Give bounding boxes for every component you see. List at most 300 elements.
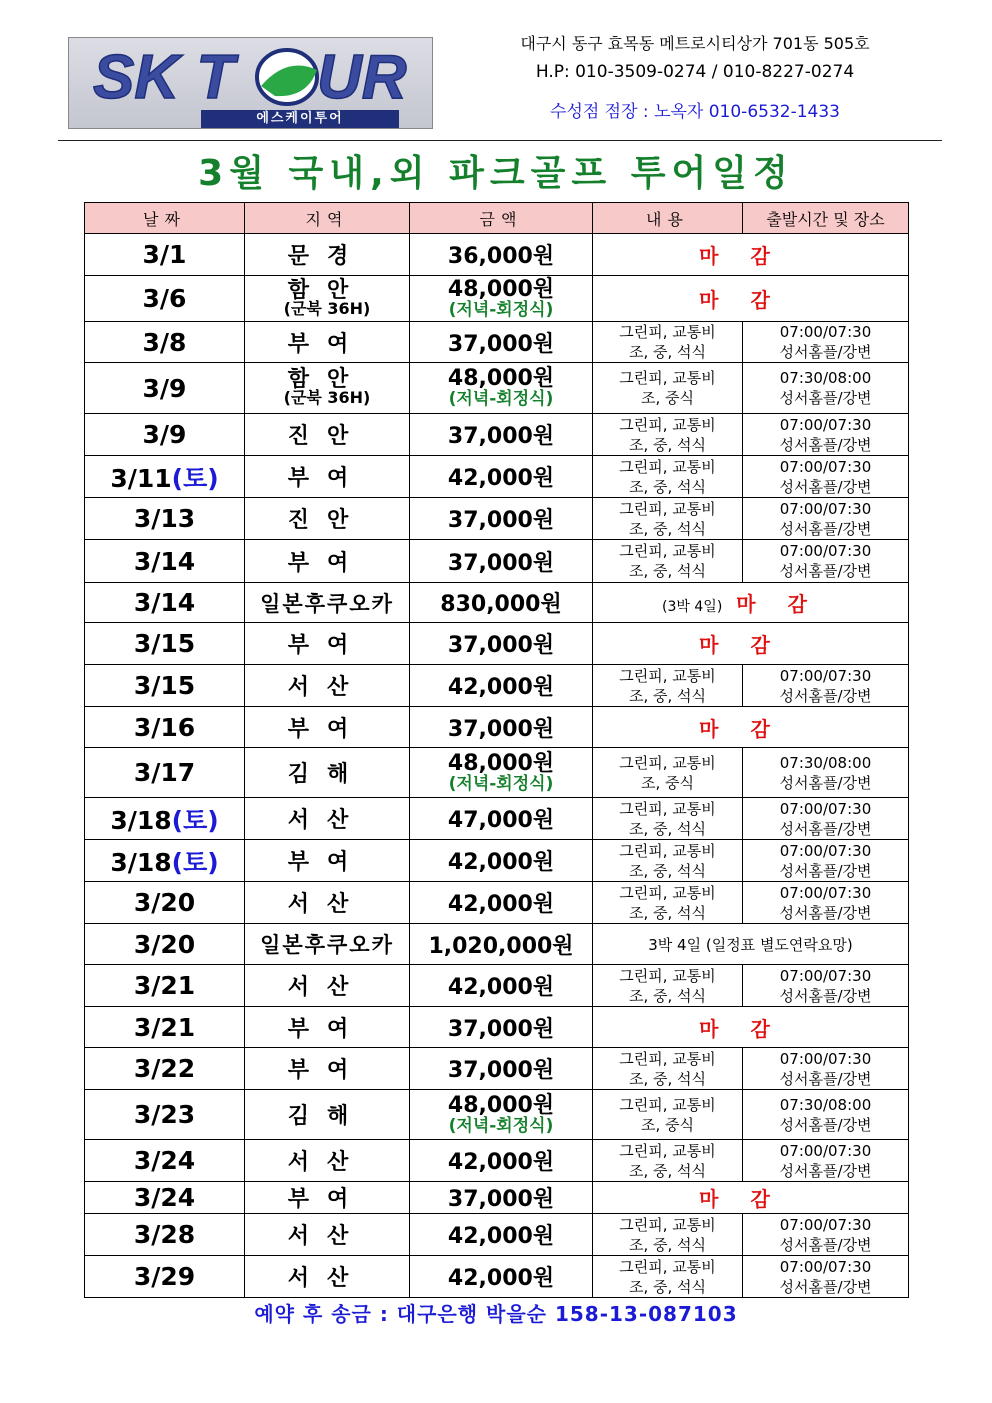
header-content: 내용 bbox=[593, 203, 743, 234]
region-text: 서산 bbox=[287, 1150, 367, 1175]
date-text: 3/9 bbox=[142, 373, 187, 403]
row-price bbox=[410, 965, 593, 1007]
date-text: 3/14 bbox=[133, 546, 196, 576]
row-closed: 마감 bbox=[593, 1007, 909, 1048]
content-line1: 그린피, 교통비 bbox=[619, 323, 716, 341]
table-row bbox=[85, 456, 909, 498]
content-line1: 그린피, 교통비 bbox=[619, 499, 716, 518]
price-note: (저녁-회정식) bbox=[448, 389, 554, 409]
row-time bbox=[743, 748, 909, 798]
row-date bbox=[85, 798, 245, 840]
row-price bbox=[410, 363, 593, 414]
row-price bbox=[410, 882, 593, 924]
row-region bbox=[245, 276, 410, 322]
row-content bbox=[593, 456, 743, 498]
header-time: 출발시간 및 장소 bbox=[743, 203, 909, 234]
row-memo: (3박 4일) bbox=[662, 599, 723, 615]
price-text: 42,000원 bbox=[447, 850, 555, 875]
content-line1: 그린피, 교통비 bbox=[619, 1215, 716, 1234]
content-line1: 그린피, 교통비 bbox=[619, 666, 716, 685]
row-price bbox=[410, 322, 593, 363]
departure-time: 07:00/07:30 bbox=[779, 1215, 872, 1234]
table-row bbox=[85, 748, 909, 798]
date-text: 3/21 bbox=[133, 1012, 196, 1042]
region-text: 일본후쿠오카 bbox=[260, 591, 394, 616]
row-date bbox=[85, 707, 245, 748]
departure-time: 07:00/07:30 bbox=[779, 323, 872, 341]
date-text: 3/21 bbox=[133, 971, 196, 1000]
price-text: 42,000원 bbox=[447, 466, 555, 491]
row-price bbox=[410, 456, 593, 498]
row-date bbox=[85, 748, 245, 798]
table-row bbox=[85, 583, 909, 623]
content-line2: 조, 중, 석식 bbox=[628, 519, 707, 538]
price-text: 37,000원 bbox=[447, 331, 555, 357]
table-row bbox=[85, 623, 909, 665]
row-region bbox=[245, 748, 410, 798]
table-row bbox=[85, 924, 909, 965]
row-date bbox=[85, 456, 245, 498]
departure-time: 07:00/07:30 bbox=[779, 1257, 872, 1276]
content-line1: 그린피, 교통비 bbox=[619, 1257, 716, 1276]
region-text: 부여 bbox=[287, 633, 367, 658]
row-date bbox=[85, 924, 245, 965]
row-time bbox=[743, 322, 909, 363]
row-price bbox=[410, 623, 593, 665]
content-line1: 그린피, 교통비 bbox=[619, 883, 716, 902]
price-text: 37,000원 bbox=[447, 550, 555, 576]
content-line2: 조, 중, 석식 bbox=[628, 435, 707, 454]
price-text: 48,000원 bbox=[447, 1092, 555, 1118]
departure-place: 성서홈플/강변 bbox=[779, 1277, 872, 1296]
date-text: 3/6 bbox=[142, 284, 187, 313]
table-row bbox=[85, 707, 909, 748]
content-line1: 그린피, 교통비 bbox=[619, 415, 716, 434]
row-date bbox=[85, 1007, 245, 1048]
table-row bbox=[85, 498, 909, 540]
content-line2: 조, 중, 석식 bbox=[628, 903, 707, 922]
date-text: 3/16 bbox=[133, 712, 196, 742]
row-time bbox=[743, 456, 909, 498]
row-closed: 마감 bbox=[593, 276, 909, 322]
content-line2: 조, 중, 석식 bbox=[628, 1235, 707, 1254]
region-text: 함안 bbox=[287, 367, 367, 392]
table-header-row bbox=[85, 203, 909, 234]
departure-time: 07:30/08:00 bbox=[779, 1095, 872, 1114]
row-time bbox=[743, 1090, 909, 1140]
departure-place: 성서홈플/강변 bbox=[779, 477, 872, 496]
row-content bbox=[593, 840, 743, 882]
content-line2: 조, 중, 석식 bbox=[628, 686, 707, 705]
row-region bbox=[245, 882, 410, 924]
region-text: 서산 bbox=[287, 1224, 367, 1249]
table-row bbox=[85, 1256, 909, 1298]
date-text: 3/20 bbox=[133, 888, 196, 917]
region-text: 김해 bbox=[287, 762, 367, 787]
table-row bbox=[85, 840, 909, 882]
region-text: 서산 bbox=[287, 808, 367, 833]
price-text: 42,000원 bbox=[447, 675, 555, 700]
departure-time: 07:00/07:30 bbox=[779, 883, 872, 902]
price-text: 37,000원 bbox=[447, 716, 555, 742]
table-row bbox=[85, 1007, 909, 1048]
table-row bbox=[85, 540, 909, 583]
price-text: 48,000원 bbox=[447, 750, 555, 776]
date-text: 3/13 bbox=[133, 504, 196, 533]
row-content bbox=[593, 498, 743, 540]
saturday-badge: (토) bbox=[171, 463, 219, 493]
row-closed: 마감 bbox=[593, 707, 909, 748]
content-line2: 조, 중, 석식 bbox=[628, 477, 707, 496]
price-text: 1,020,000원 bbox=[428, 933, 574, 959]
schedule-body bbox=[85, 234, 909, 1298]
row-region bbox=[245, 798, 410, 840]
content-line2: 조, 중식 bbox=[640, 1115, 694, 1134]
row-price bbox=[410, 798, 593, 840]
content-line1: 그린피, 교통비 bbox=[619, 369, 716, 387]
price-text: 37,000원 bbox=[447, 1187, 555, 1212]
date-text: 3/28 bbox=[133, 1220, 196, 1249]
content-line1: 그린피, 교통비 bbox=[619, 1141, 716, 1160]
price-text: 48,000원 bbox=[447, 276, 555, 302]
region-text: 부여 bbox=[287, 716, 367, 742]
row-price bbox=[410, 840, 593, 882]
date-text: 3/8 bbox=[142, 327, 187, 357]
region-text: 서산 bbox=[287, 1266, 367, 1291]
departure-place: 성서홈플/강변 bbox=[779, 435, 872, 454]
row-region bbox=[245, 1140, 410, 1182]
departure-place: 성서홈플/강변 bbox=[779, 819, 872, 838]
price-text: 42,000원 bbox=[447, 975, 555, 1000]
header-region: 지역 bbox=[245, 203, 410, 234]
price-text: 37,000원 bbox=[447, 633, 555, 658]
row-region bbox=[245, 414, 410, 456]
header-price: 금액 bbox=[410, 203, 593, 234]
region-text: 부여 bbox=[287, 1058, 367, 1083]
row-content bbox=[593, 1090, 743, 1140]
region-text: 함안 bbox=[287, 277, 367, 303]
payment-info: 예약 후 송금 : 대구은행 박을순 158-13-087103 bbox=[254, 1302, 738, 1326]
row-price bbox=[410, 1182, 593, 1214]
row-region bbox=[245, 234, 410, 276]
row-region bbox=[245, 1214, 410, 1256]
row-content bbox=[593, 363, 743, 414]
departure-place: 성서홈플/강변 bbox=[779, 903, 872, 922]
company-phone: H.P: 010-3509-0274 / 010-8227-0274 bbox=[535, 62, 855, 82]
row-date bbox=[85, 1048, 245, 1090]
svg-text:SK T: SK T bbox=[93, 43, 235, 110]
departure-time: 07:00/07:30 bbox=[779, 966, 872, 985]
departure-place: 성서홈플/강변 bbox=[779, 562, 872, 580]
row-region bbox=[245, 1048, 410, 1090]
content-line1: 그린피, 교통비 bbox=[619, 799, 716, 818]
departure-place: 성서홈플/강변 bbox=[779, 519, 872, 538]
row-closed: 마감 bbox=[593, 623, 909, 665]
row-price bbox=[410, 540, 593, 583]
departure-time: 07:30/08:00 bbox=[779, 753, 872, 772]
region-text: 진안 bbox=[287, 424, 367, 449]
content-line2: 조, 중, 석식 bbox=[628, 562, 707, 580]
date-text: 3/22 bbox=[133, 1054, 196, 1083]
departure-place: 성서홈플/강변 bbox=[779, 773, 872, 792]
date-text: 3/14 bbox=[133, 588, 196, 617]
departure-time: 07:00/07:30 bbox=[779, 415, 872, 434]
departure-place: 성서홈플/강변 bbox=[779, 861, 872, 880]
row-price bbox=[410, 234, 593, 276]
row-date bbox=[85, 1182, 245, 1214]
row-price bbox=[410, 1214, 593, 1256]
row-date bbox=[85, 234, 245, 276]
region-text: 서산 bbox=[287, 675, 367, 700]
row-date bbox=[85, 665, 245, 707]
price-text: 37,000원 bbox=[447, 508, 555, 533]
row-price bbox=[410, 707, 593, 748]
price-text: 47,000원 bbox=[447, 808, 555, 833]
row-time bbox=[743, 798, 909, 840]
table-row bbox=[85, 665, 909, 707]
page-title: 3월 국내,외 파크골프 투어일정 bbox=[198, 153, 794, 194]
departure-place: 성서홈플/강변 bbox=[779, 1235, 872, 1254]
price-text: 37,000원 bbox=[447, 1016, 555, 1042]
date-text: 3/29 bbox=[133, 1262, 196, 1291]
row-content bbox=[593, 414, 743, 456]
region-text: 김해 bbox=[287, 1104, 367, 1129]
table-row bbox=[85, 798, 909, 840]
company-logo bbox=[68, 37, 433, 129]
row-region bbox=[245, 623, 410, 665]
row-date bbox=[85, 583, 245, 623]
region-text: 부여 bbox=[287, 331, 367, 357]
row-time bbox=[743, 1048, 909, 1090]
price-text: 36,000원 bbox=[447, 244, 555, 269]
date-text: 3/20 bbox=[133, 929, 196, 959]
company-address: 대구시 동구 효목동 메트로시티상가 701동 505호 bbox=[520, 34, 870, 53]
region-text: 부여 bbox=[287, 850, 367, 875]
logo-subtitle: 에스케이투어 bbox=[256, 111, 344, 126]
table-row bbox=[85, 1048, 909, 1090]
row-date bbox=[85, 840, 245, 882]
row-price bbox=[410, 1090, 593, 1140]
row-region bbox=[245, 924, 410, 965]
content-line2: 조, 중식 bbox=[640, 773, 694, 792]
row-date bbox=[85, 540, 245, 583]
table-row bbox=[85, 1214, 909, 1256]
row-date bbox=[85, 1140, 245, 1182]
table-row bbox=[85, 882, 909, 924]
table-row bbox=[85, 363, 909, 414]
row-region bbox=[245, 965, 410, 1007]
row-region bbox=[245, 322, 410, 363]
content-line2: 조, 중, 석식 bbox=[628, 1069, 707, 1088]
departure-time: 07:00/07:30 bbox=[779, 841, 872, 860]
region-text: 문경 bbox=[287, 244, 367, 269]
row-content bbox=[593, 540, 743, 583]
row-time bbox=[743, 414, 909, 456]
departure-place: 성서홈플/강변 bbox=[779, 343, 872, 361]
row-content bbox=[593, 965, 743, 1007]
row-price bbox=[410, 665, 593, 707]
table-row bbox=[85, 276, 909, 322]
row-price bbox=[410, 276, 593, 322]
price-text: 42,000원 bbox=[447, 892, 555, 917]
region-text: 일본후쿠오카 bbox=[260, 933, 394, 957]
row-price bbox=[410, 498, 593, 540]
row-time bbox=[743, 498, 909, 540]
row-content bbox=[593, 798, 743, 840]
date-text: 3/24 bbox=[133, 1146, 196, 1175]
row-date bbox=[85, 276, 245, 322]
price-note: (저녁-회정식) bbox=[448, 299, 554, 320]
row-price bbox=[410, 924, 593, 965]
row-time bbox=[743, 363, 909, 414]
price-text: 42,000원 bbox=[447, 1224, 555, 1249]
row-region bbox=[245, 363, 410, 414]
row-price bbox=[410, 1256, 593, 1298]
table-row bbox=[85, 1140, 909, 1182]
row-region bbox=[245, 1007, 410, 1048]
date-text: 3/24 bbox=[133, 1183, 196, 1212]
row-content bbox=[593, 665, 743, 707]
row-date bbox=[85, 1214, 245, 1256]
date-text: 3/9 bbox=[142, 420, 187, 449]
row-content bbox=[593, 322, 743, 363]
row-region bbox=[245, 583, 410, 623]
date-text: 3/15 bbox=[133, 629, 196, 658]
row-time bbox=[743, 540, 909, 583]
row-region bbox=[245, 840, 410, 882]
row-price bbox=[410, 1048, 593, 1090]
departure-place: 성서홈플/강변 bbox=[779, 986, 872, 1005]
row-date bbox=[85, 498, 245, 540]
row-date bbox=[85, 1090, 245, 1140]
sk-tour-logo-icon bbox=[79, 40, 424, 110]
departure-place: 성서홈플/강변 bbox=[779, 1069, 872, 1088]
departure-time: 07:00/07:30 bbox=[779, 1141, 872, 1160]
departure-time: 07:00/07:30 bbox=[779, 799, 872, 818]
row-time bbox=[743, 840, 909, 882]
date-text: 3/17 bbox=[133, 758, 196, 787]
table-row bbox=[85, 414, 909, 456]
price-note: (저녁-회정식) bbox=[448, 773, 554, 794]
row-closed: 마감 bbox=[593, 1182, 909, 1214]
table-row bbox=[85, 234, 909, 276]
departure-place: 성서홈플/강변 bbox=[779, 389, 872, 407]
row-content bbox=[593, 1140, 743, 1182]
row-time bbox=[743, 665, 909, 707]
departure-place: 성서홈플/강변 bbox=[779, 686, 872, 705]
departure-time: 07:30/08:00 bbox=[779, 369, 872, 387]
row-time bbox=[743, 1214, 909, 1256]
region-text: 부여 bbox=[287, 1187, 367, 1212]
price-note: (저녁-회정식) bbox=[448, 1115, 554, 1136]
departure-time: 07:00/07:30 bbox=[779, 666, 872, 685]
price-text: 37,000원 bbox=[447, 1058, 555, 1083]
content-line2: 조, 중, 석식 bbox=[628, 861, 707, 880]
row-closed: 마감 bbox=[593, 234, 909, 276]
content-line1: 그린피, 교통비 bbox=[619, 457, 716, 476]
row-price bbox=[410, 748, 593, 798]
content-line1: 그린피, 교통비 bbox=[619, 1095, 716, 1114]
row-time bbox=[743, 1140, 909, 1182]
content-line1: 그린피, 교통비 bbox=[619, 753, 716, 772]
row-price bbox=[410, 414, 593, 456]
region-text: 서산 bbox=[287, 975, 367, 1000]
content-line2: 조, 중, 석식 bbox=[628, 1161, 707, 1180]
price-text: 48,000원 bbox=[447, 366, 555, 391]
content-line1: 그린피, 교통비 bbox=[619, 966, 716, 985]
row-date bbox=[85, 363, 245, 414]
content-line2: 조, 중, 석식 bbox=[628, 819, 707, 838]
table-row bbox=[85, 965, 909, 1007]
date-text: 3/23 bbox=[133, 1100, 196, 1129]
row-region bbox=[245, 1256, 410, 1298]
date-text: 3/11 bbox=[110, 463, 172, 493]
departure-time: 07:00/07:30 bbox=[779, 499, 872, 518]
row-date bbox=[85, 965, 245, 1007]
saturday-badge: (토) bbox=[171, 805, 219, 835]
header-date: 날짜 bbox=[85, 203, 245, 234]
header-divider bbox=[58, 140, 942, 141]
row-memo: 3박 4일 (일정표 별도연락요망) bbox=[593, 924, 909, 965]
row-date bbox=[85, 882, 245, 924]
row-region bbox=[245, 456, 410, 498]
region-text: 부여 bbox=[287, 466, 367, 491]
saturday-badge: (토) bbox=[171, 847, 219, 877]
row-price bbox=[410, 1007, 593, 1048]
svg-text:UR: UR bbox=[317, 43, 407, 110]
row-region bbox=[245, 498, 410, 540]
row-time bbox=[743, 882, 909, 924]
content-line1: 그린피, 교통비 bbox=[619, 542, 716, 560]
date-text: 3/15 bbox=[133, 671, 196, 700]
row-date bbox=[85, 1256, 245, 1298]
content-line2: 조, 중, 석식 bbox=[628, 1277, 707, 1296]
schedule-table bbox=[84, 202, 909, 1298]
departure-time: 07:00/07:30 bbox=[779, 457, 872, 476]
row-date bbox=[85, 322, 245, 363]
date-text: 3/1 bbox=[142, 240, 187, 269]
row-content bbox=[593, 882, 743, 924]
region-text: 부여 bbox=[287, 550, 367, 576]
price-text: 37,000원 bbox=[447, 424, 555, 449]
row-content bbox=[593, 748, 743, 798]
departure-time: 07:00/07:30 bbox=[779, 1049, 872, 1068]
row-content bbox=[593, 1048, 743, 1090]
closed-label: 마감 bbox=[736, 592, 839, 616]
table-row bbox=[85, 1090, 909, 1140]
row-time bbox=[743, 965, 909, 1007]
content-line2: 조, 중, 석식 bbox=[628, 343, 707, 361]
date-text: 3/18 bbox=[110, 805, 172, 835]
departure-place: 성서홈플/강변 bbox=[779, 1115, 872, 1134]
row-content bbox=[593, 1256, 743, 1298]
row-content bbox=[593, 1214, 743, 1256]
row-date bbox=[85, 414, 245, 456]
row-region bbox=[245, 540, 410, 583]
row-closed bbox=[593, 583, 909, 623]
price-text: 42,000원 bbox=[447, 1266, 555, 1291]
row-region bbox=[245, 1090, 410, 1140]
content-line2: 조, 중식 bbox=[640, 389, 694, 407]
branch-contact: 수성점 점장 : 노옥자 010-6532-1433 bbox=[550, 102, 840, 122]
price-text: 42,000원 bbox=[447, 1150, 555, 1175]
region-text: 진안 bbox=[287, 508, 367, 533]
table-row bbox=[85, 322, 909, 363]
departure-time: 07:00/07:30 bbox=[779, 542, 872, 560]
row-region bbox=[245, 665, 410, 707]
departure-place: 성서홈플/강변 bbox=[779, 1161, 872, 1180]
row-region bbox=[245, 1182, 410, 1214]
